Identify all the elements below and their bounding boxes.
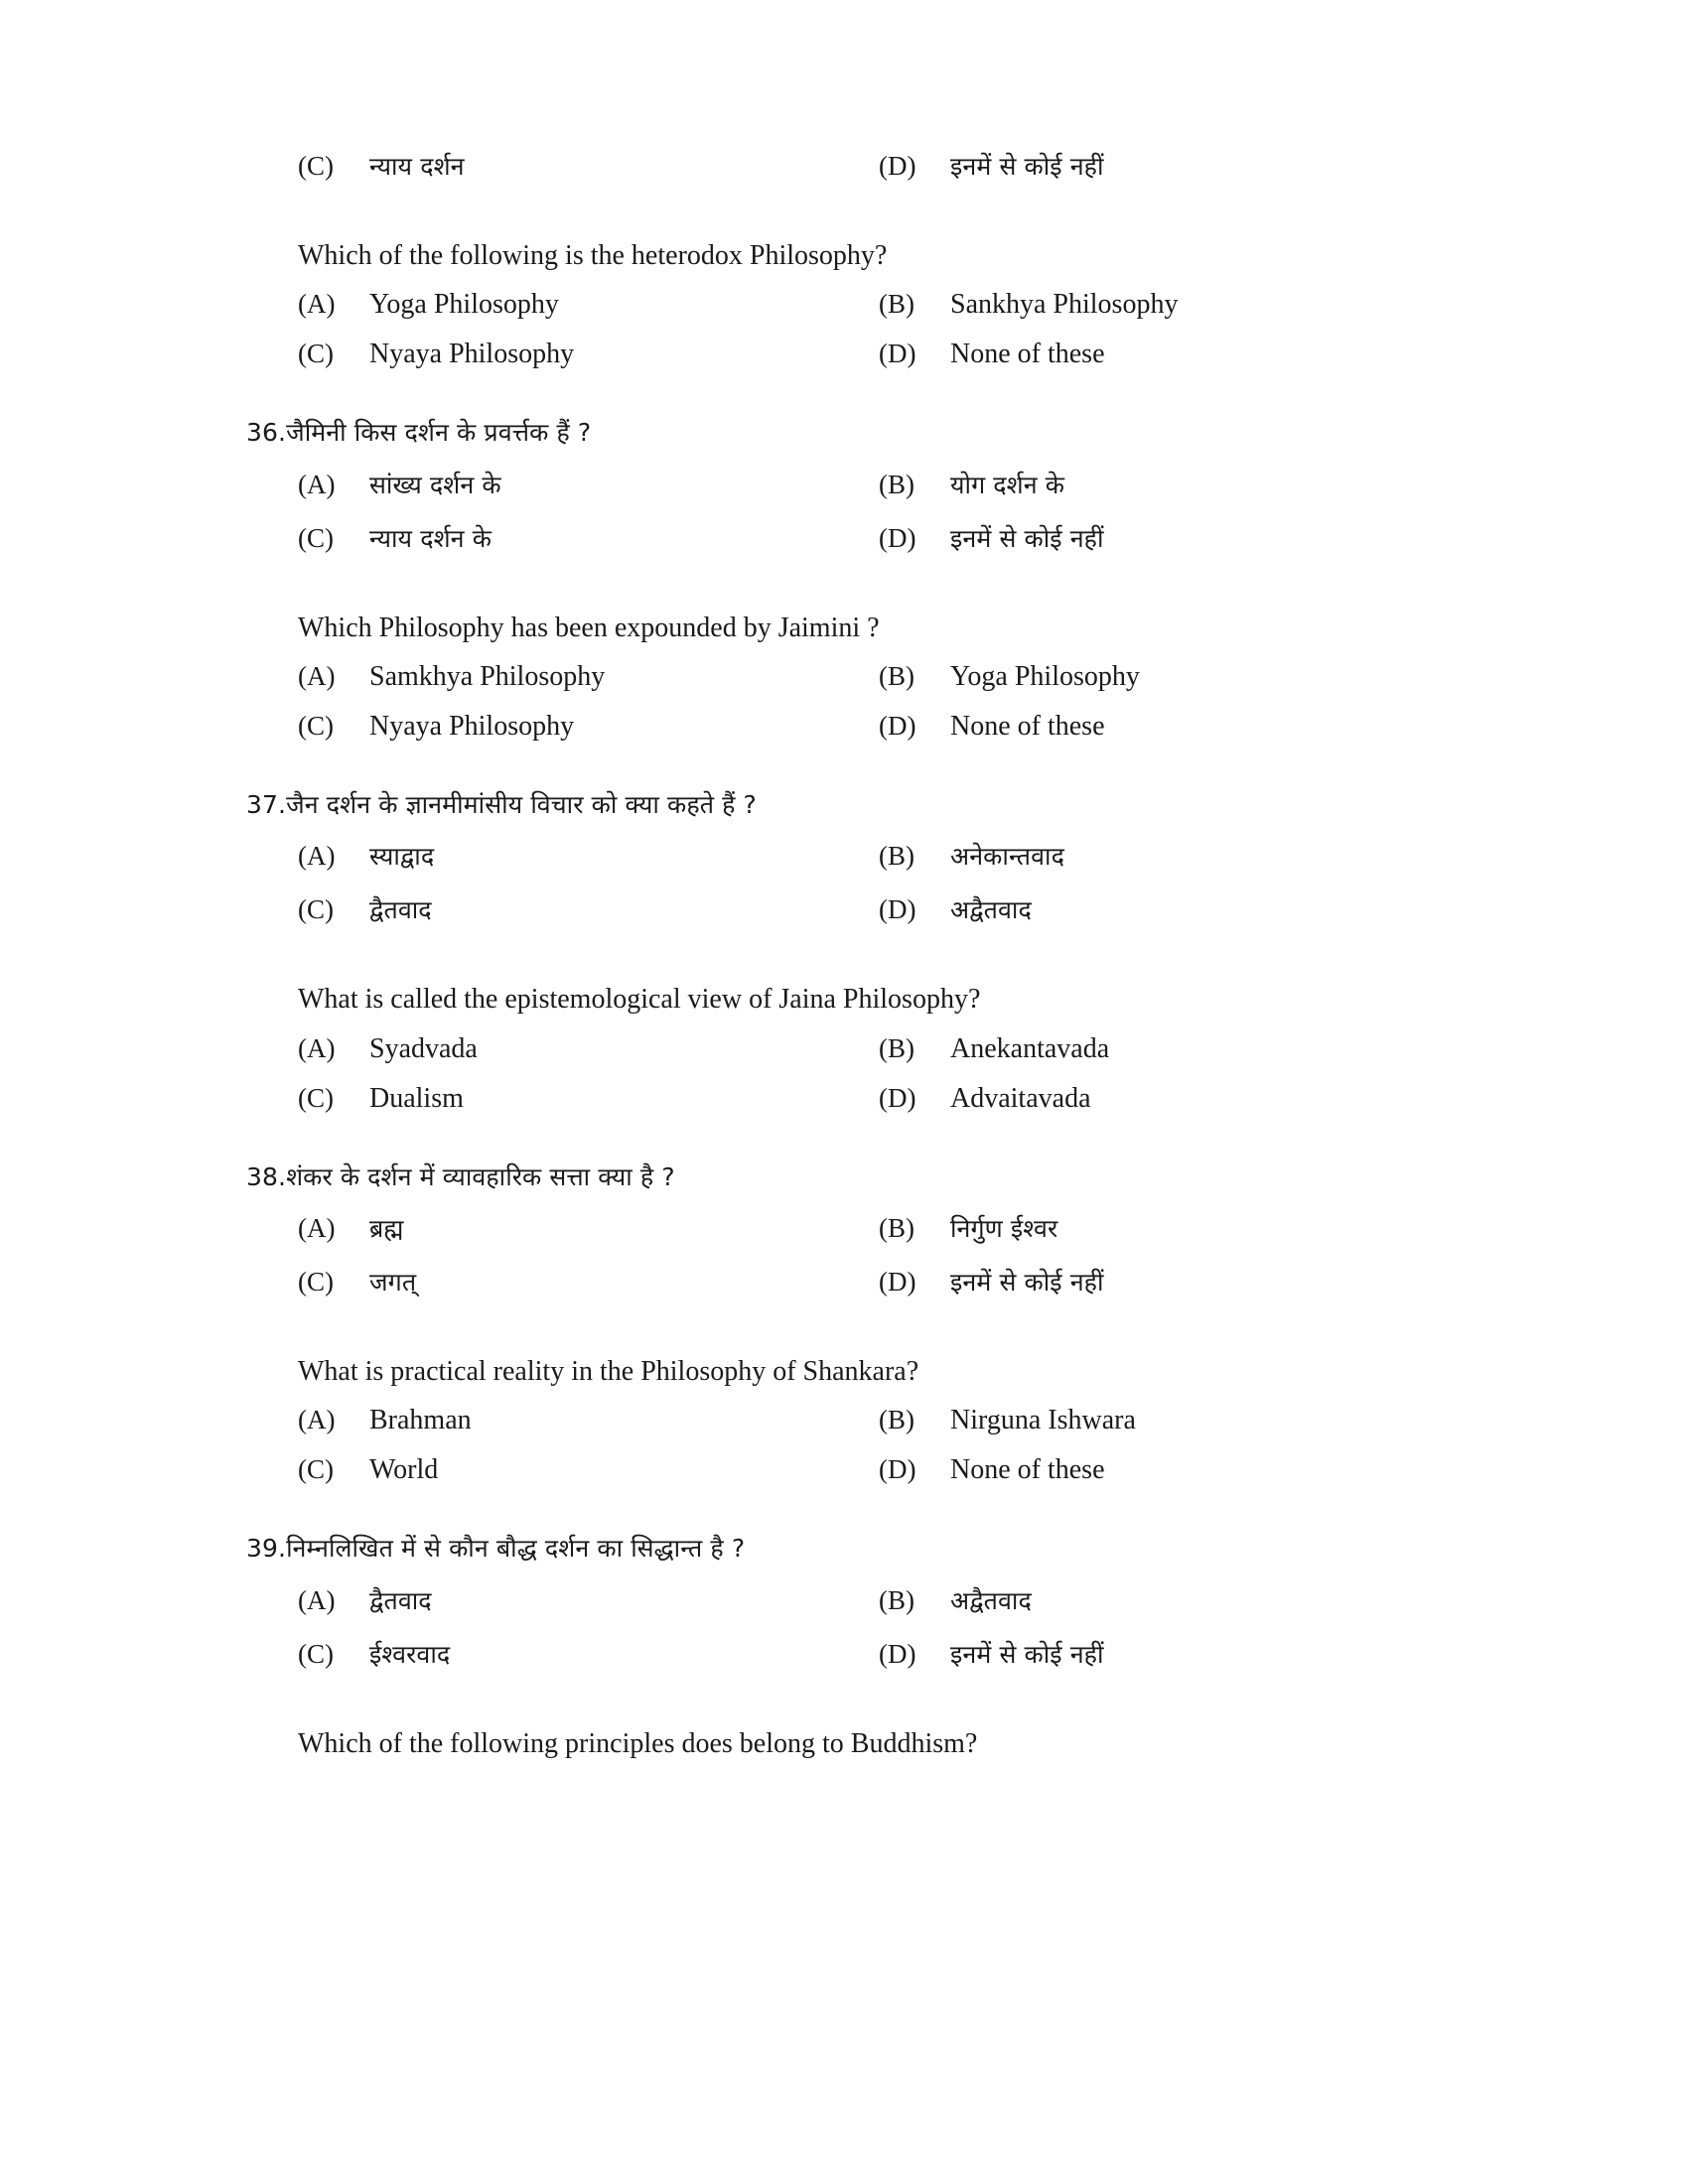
option-c[interactable] (298, 1454, 879, 1486)
option-text: Brahman (369, 1405, 472, 1436)
option-b[interactable] (879, 1033, 1460, 1065)
question-text (246, 414, 1460, 452)
option-label: (B) (879, 1405, 914, 1435)
option-text: ईश्वरवाद (369, 1639, 451, 1669)
question-text: What is called the epistemological view of Jaina Philosophy? (298, 984, 981, 1016)
option-text: None of these (950, 710, 1105, 742)
option-c[interactable] (298, 1083, 879, 1115)
option-list (298, 468, 1460, 575)
option-label: (A) (298, 1213, 336, 1244)
option-label: (C) (298, 710, 334, 741)
option-b[interactable] (879, 1211, 1460, 1245)
option-label: (D) (879, 710, 916, 741)
question-body: निम्नलिखित में से कौन बौद्ध दर्शन का सिद्धान्त है ? (286, 1534, 746, 1564)
option-a[interactable] (298, 1033, 879, 1065)
option-text: Yoga Philosophy (369, 289, 559, 321)
question-text: What is practical reality in the Philosophy of Shankara? (298, 1356, 919, 1388)
option-label: (D) (879, 1454, 916, 1485)
question-block-q35-hindi-continued (298, 149, 1460, 203)
option-b[interactable] (879, 1583, 1460, 1617)
option-a[interactable] (298, 289, 879, 321)
option-text: जगत् (369, 1268, 417, 1297)
option-list (298, 1405, 1460, 1504)
option-label: (C) (298, 1638, 334, 1669)
option-label: (A) (298, 660, 336, 691)
option-a[interactable] (298, 1583, 879, 1617)
option-text: Anekantavada (950, 1032, 1110, 1064)
option-text: योग दर्शन के (950, 470, 1065, 499)
option-label: (A) (298, 469, 336, 499)
option-text: इनमें से कोई नहीं (950, 152, 1104, 181)
option-text: न्याय दर्शन (369, 152, 465, 181)
option-label: (B) (879, 469, 914, 499)
question-text (246, 1159, 1460, 1196)
option-text: ब्रह्म (369, 1214, 404, 1244)
option-c[interactable] (298, 1265, 879, 1298)
option-c[interactable] (298, 521, 879, 555)
question-text: Which Philosophy has been expounded by Jaimini ? (298, 612, 880, 643)
question-body: जैमिनी किस दर्शन के प्रवर्त्तक हैं ? (286, 418, 592, 448)
question-text: Which of the following is the heterodox Philosophy? (298, 240, 888, 271)
option-label: (A) (298, 289, 336, 320)
option-b[interactable] (879, 1405, 1460, 1436)
option-label: (B) (879, 1032, 914, 1063)
option-c[interactable] (298, 1637, 879, 1671)
option-text: Sankhya Philosophy (950, 289, 1179, 321)
question-block-q37-hindi (246, 786, 1460, 947)
question-block-q37-english (298, 980, 1460, 1132)
option-c[interactable] (298, 149, 879, 183)
option-a[interactable] (298, 661, 879, 693)
question-block-q35-english (298, 236, 1460, 388)
option-b[interactable] (879, 839, 1460, 873)
option-label: (C) (298, 1267, 334, 1297)
option-text: द्वैतवाद (369, 1585, 432, 1615)
option-text: इनमें से कोई नहीं (950, 1268, 1104, 1297)
option-list (298, 1033, 1460, 1133)
option-list (298, 839, 1460, 946)
option-d[interactable] (879, 149, 1460, 183)
question-block-q38-hindi (246, 1159, 1460, 1319)
option-label: (B) (879, 841, 914, 872)
question-block-q36-english (298, 609, 1460, 760)
option-c[interactable] (298, 711, 879, 743)
option-text: अद्वैतवाद (950, 1585, 1032, 1615)
option-label: (B) (879, 1213, 914, 1244)
option-label: (C) (298, 339, 334, 369)
option-a[interactable] (298, 1405, 879, 1436)
option-label: (D) (879, 1267, 916, 1297)
option-c[interactable] (298, 339, 879, 370)
option-label: (C) (298, 522, 334, 553)
option-label: (B) (879, 289, 914, 320)
option-label: (C) (298, 1454, 334, 1485)
question-number: 37. (246, 789, 287, 819)
option-label: (A) (298, 1584, 336, 1615)
option-label: (B) (879, 1584, 914, 1615)
option-label: (C) (298, 151, 334, 181)
option-label: (A) (298, 1032, 336, 1063)
option-list (298, 1211, 1460, 1318)
option-b[interactable] (879, 661, 1460, 693)
option-text: Dualism (369, 1082, 464, 1114)
option-text: स्याद्वाद (369, 842, 435, 872)
question-body: जैन दर्शन के ज्ञानमीमांसीय विचार को क्या कहते हैं ? (286, 789, 757, 819)
option-text: None of these (950, 1454, 1105, 1486)
option-text: Nyaya Philosophy (369, 710, 575, 742)
option-label: (D) (879, 1638, 916, 1669)
option-a[interactable] (298, 468, 879, 501)
option-text: अनेकान्तवाद (950, 842, 1064, 872)
option-b[interactable] (879, 289, 1460, 321)
option-text: Syadvada (369, 1032, 478, 1064)
question-body: शंकर के दर्शन में व्यावहारिक सत्ता क्या है ? (286, 1161, 675, 1191)
option-text: None of these (950, 339, 1105, 370)
option-d[interactable] (879, 711, 1460, 743)
question-text (246, 1530, 1460, 1568)
option-list (298, 661, 1460, 760)
option-d[interactable] (879, 1265, 1460, 1298)
option-text: Samkhya Philosophy (369, 660, 606, 692)
option-d[interactable] (879, 1454, 1460, 1486)
question-text (246, 786, 1460, 824)
option-label: (D) (879, 339, 916, 369)
option-label: (A) (298, 841, 336, 872)
question-number: 38. (246, 1161, 287, 1191)
option-label: (C) (298, 894, 334, 925)
option-d[interactable] (879, 521, 1460, 555)
option-label: (C) (298, 1082, 334, 1113)
option-list (298, 149, 1460, 203)
option-label: (B) (879, 660, 914, 691)
option-label: (D) (879, 894, 916, 925)
question-number: 36. (246, 418, 287, 448)
option-text: न्याय दर्शन के (369, 523, 492, 553)
option-text: द्वैतवाद (369, 895, 432, 925)
option-text: Advaitavada (950, 1082, 1091, 1114)
option-d[interactable] (879, 339, 1460, 370)
option-text: Nirguna Ishwara (950, 1405, 1136, 1436)
option-list (298, 289, 1460, 388)
option-label: (D) (879, 522, 916, 553)
question-text: Which of the following principles does belong to Buddhism? (298, 1727, 978, 1759)
option-text: World (369, 1454, 439, 1486)
option-d[interactable] (879, 892, 1460, 926)
option-text: Nyaya Philosophy (369, 339, 575, 370)
option-text: सांख्य दर्शन के (369, 470, 501, 499)
option-text: Yoga Philosophy (950, 660, 1140, 692)
option-a[interactable] (298, 1211, 879, 1245)
option-text: इनमें से कोई नहीं (950, 1639, 1104, 1669)
option-c[interactable] (298, 892, 879, 926)
option-a[interactable] (298, 839, 879, 873)
question-block-q39-hindi (246, 1530, 1460, 1691)
question-block-q39-english (298, 1724, 1460, 1763)
option-text: इनमें से कोई नहीं (950, 523, 1104, 553)
option-b[interactable] (879, 468, 1460, 501)
question-block-q38-english (298, 1352, 1460, 1504)
option-text: अद्वैतवाद (950, 895, 1032, 925)
option-list (298, 1583, 1460, 1691)
question-block-q36-hindi (246, 414, 1460, 575)
option-label: (D) (879, 151, 916, 181)
option-text: निर्गुण ईश्वर (950, 1214, 1058, 1244)
option-d[interactable] (879, 1083, 1460, 1115)
option-label: (A) (298, 1405, 336, 1435)
option-d[interactable] (879, 1637, 1460, 1671)
option-label: (D) (879, 1082, 916, 1113)
question-number: 39. (246, 1534, 287, 1564)
